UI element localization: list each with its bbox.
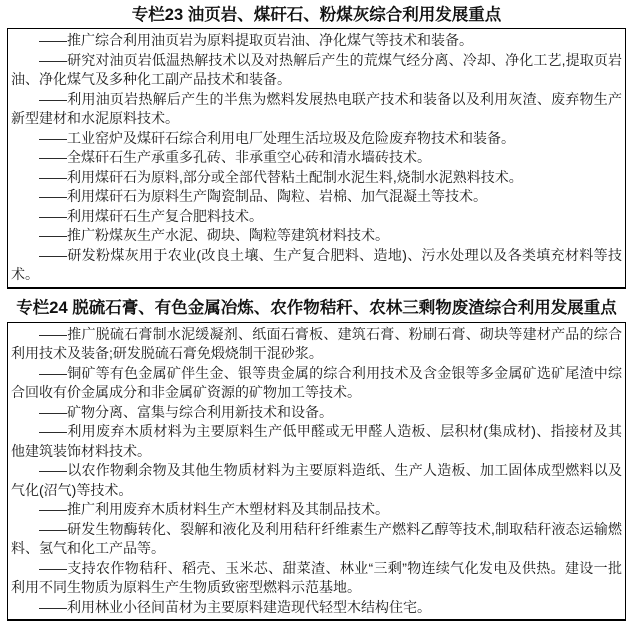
list-item: ——利用煤矸石生产复合肥料技术。 — [39, 207, 263, 224]
list-item: ——研发粉煤灰用于农业(改良土壤、生产复合肥料、造地)、污水处理以及各类填充材料等技术。 — [11, 246, 622, 282]
list-item: ——研究对油页岩低温热解技术以及对热解后产生的荒煤气经分离、冷却、净化工艺,提取页岩油、净化煤气及多种化工副产品技术和装备。 — [11, 51, 622, 87]
list-item: ——研发生物酶转化、裂解和液化及利用秸秆纤维素生产燃料乙醇等技术,制取秸秆液态运输燃料、氢气和化工产品等。 — [11, 520, 622, 556]
list-item: ——全煤矸石生产承重多孔砖、非承重空心砖和清水墙砖技术。 — [39, 149, 431, 165]
list-item: ——利用煤矸石为原料,部分或全部代替粘土配制水泥生料,烧制水泥熟料技术。 — [39, 168, 523, 185]
list-item: ——利用煤矸石为原料生产陶瓷制品、陶粒、岩棉、加气混凝土等技术。 — [39, 188, 487, 204]
list-item: ——推广利用废弃木质材料生产木塑材料及其制品技术。 — [39, 501, 389, 517]
list-item: ——利用林业小径间苗材为主要原料建造现代轻型木结构住宅。 — [39, 598, 431, 615]
list-item: ——铜矿等有色金属矿伴生金、银等贵金属的综合利用技术及含金银等多金属矿选矿尾渣中综合回收有价金属成分和非金属矿资源的矿物加工等技术。 — [11, 364, 622, 400]
list-item: ——推广综合利用油页岩为原料提取页岩油、净化煤气等技术和装备。 — [39, 32, 473, 48]
special-column-24-box — [7, 322, 626, 622]
list-item: ——以农作物剩余物及其他生物质材料为主要原料造纸、生产人造板、加工固体成型燃料以及气化(沼气)等技术。 — [11, 462, 622, 498]
list-item: ——矿物分离、富集与综合利用新技术和设备。 — [39, 403, 333, 420]
list-item: ——推广粉煤灰生产水泥、砌块、陶粒等建筑材料技术。 — [39, 227, 389, 243]
list-item: ——支持农作物秸秆、稻壳、玉米芯、甜菜渣、林业“三剩”物连续气化发电及供热。建设一批利用不同生物质为原料生产生物质致密型燃料示范基地。 — [11, 559, 622, 595]
list-item: ——利用油页岩热解后产生的半焦为燃料发展热电联产技术和装备以及利用灰渣、废弃物生产新型建材和水泥原料技术。 — [11, 90, 622, 126]
list-item: ——工业窑炉及煤矸石综合利用电厂处理生活垃圾及危险废弃物技术和装备。 — [39, 129, 515, 146]
special-column-24-title: 专栏24 脱硫石膏、有色金属冶炼、农作物秸秆、农林三剩物废渣综合利用发展重点 — [16, 298, 617, 317]
list-item: ——推广脱硫石膏制水泥缓凝剂、纸面石膏板、建筑石膏、粉刷石膏、砌块等建材产品的综合利用技术及装备;研发脱硫石膏免煅烧制干混砂浆。 — [11, 325, 622, 361]
list-item: ——利用废弃木质材料为主要原料生产低甲醛或无甲醛人造板、层积材(集成材)、指接材及其他建筑装饰材料技术。 — [11, 423, 622, 459]
special-column-23-title: 专栏23 油页岩、煤矸石、粉煤灰综合利用发展重点 — [131, 6, 502, 24]
special-column-23-box — [7, 28, 626, 289]
